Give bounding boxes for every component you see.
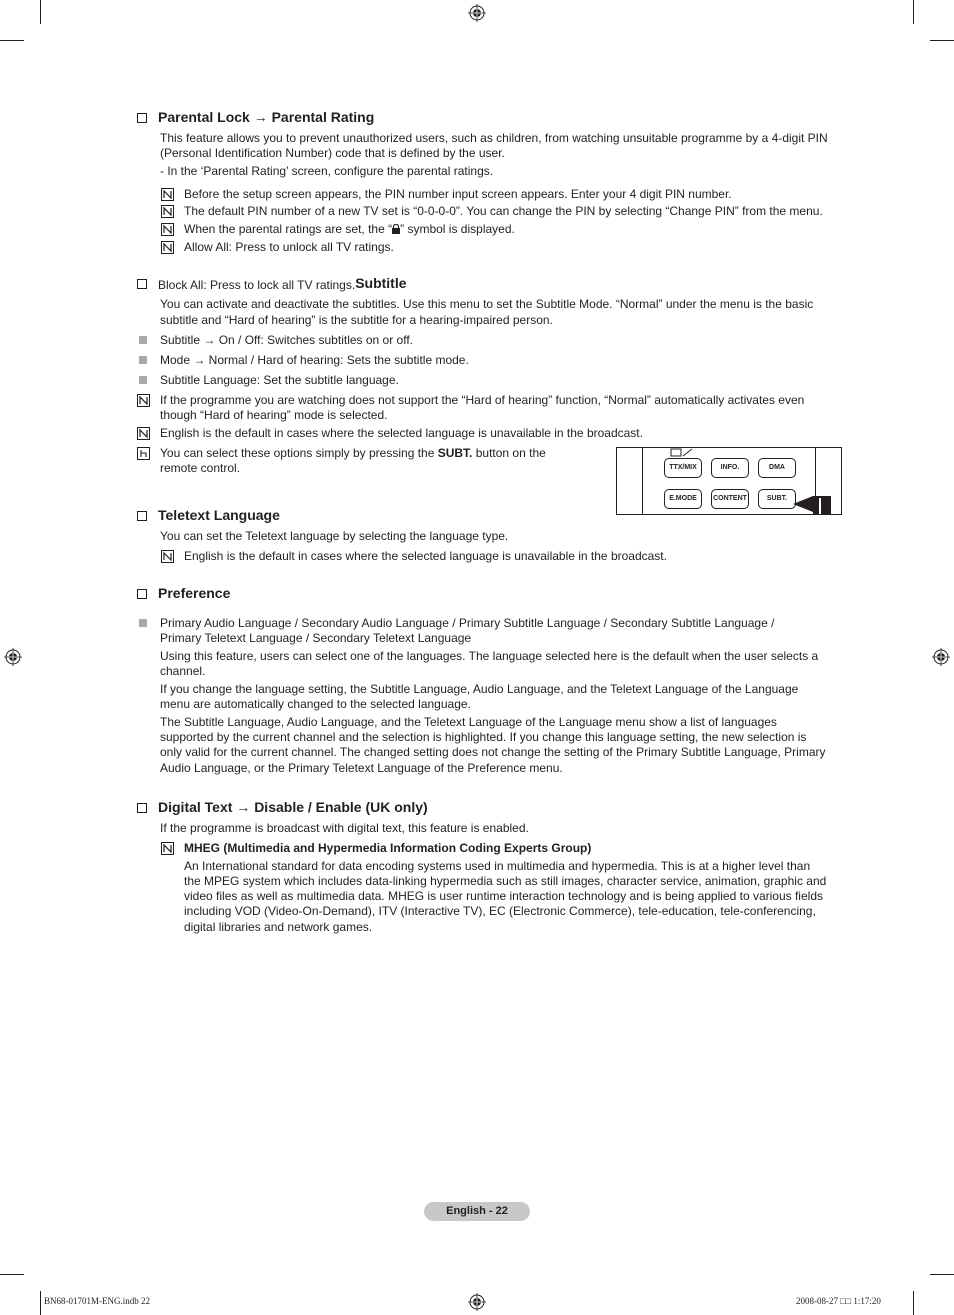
tip-text-part: button on the [472,446,546,460]
note-icon [161,550,174,563]
crop-mark [930,1274,954,1275]
body-text: You can set the Teletext language by selecting the language type. [160,529,509,543]
teletext-icon [670,448,694,458]
pointing-hand-icon [793,492,837,515]
note-text-part: When the parental ratings are set, the “ [184,222,393,236]
subt-button: SUBT. [758,489,796,509]
note-icon [161,842,174,855]
note-text: Allow All: Press to unlock all TV ratings. [184,240,394,254]
body-text: You can activate and deactivate the subtitles. Use this menu to set the Subtitle Mode. “Normal” under the menu is the basic [160,297,814,311]
body-text: the MPEG system which includes data-linking hypermedia such as still images, character service, animation, graphic and [184,874,827,888]
bullet-text: Subtitle → On / Off: Switches subtitles on or off. [160,333,414,347]
e-mode-button: E.MODE [664,489,702,509]
square-bullet-icon [139,356,147,364]
page-number-label: English - 22 [424,1202,530,1221]
body-text: If you change the language setting, the Subtitle Language, Audio Language, and the Teletext Language of the Language [160,682,799,696]
crop-mark [0,40,24,41]
section-heading-preference [137,585,230,602]
tip-text [160,446,546,461]
note-title: MHEG (Multimedia and Hypermedia Information Coding Experts Group) [184,841,592,855]
heading-text: Subtitle [355,275,407,291]
body-text: An International standard for data encoding systems used in multimedia and hypermedia. This is at a higher level than [184,859,811,873]
note-icon [137,394,150,407]
body-text: video files as well as multimedia data. MHEG is user runtime interaction technology and is being applied to various fields [184,889,823,903]
square-bullet-icon [139,376,147,384]
note-icon [161,205,174,218]
heading-text: Parental Lock → Parental Rating [158,109,375,125]
section-heading-teletext [137,507,280,524]
content-button: CONTENT [711,489,749,509]
checkbox-bullet-icon [137,279,147,289]
heading-text: Teletext Language [158,507,280,523]
note-text: The default PIN number of a new TV set is “0-0-0-0”. You can change the PIN by selecting “Change PIN” from the menu. [184,204,823,218]
crop-mark [0,1274,24,1275]
remote-body-edge [642,448,643,515]
note-icon [161,188,174,201]
body-text: subtitle and “Hard of hearing” is the subtitle for a hearing-impaired person. [160,313,553,327]
checkbox-bullet-icon [137,589,147,599]
body-text: including VOD (Video-On-Demand), ITV (Interactive TV), EC (Electronic Commerce), tele-education, tele-conferencing, [184,904,816,918]
note-icon [137,427,150,440]
lock-icon [392,224,400,234]
tip-text: remote control. [160,461,241,475]
body-text: Audio Language, or the Primary Teletext Language of the Preference menu. [160,761,563,775]
note-text: If the programme you are watching does not support the “Hard of hearing” function, “Normal” automatically activates even [160,393,805,407]
square-bullet-icon [139,619,147,627]
note-text-part: ” symbol is displayed. [400,222,515,236]
note-text: English is the default in cases where the selected language is unavailable in the broadcast. [160,426,643,440]
body-text: (Personal Identification Number) code that is defined by the user. [160,146,505,160]
crop-mark [930,40,954,41]
bullet-text: Primary Teletext Language / Secondary Teletext Language [160,631,472,645]
crop-mark [913,1291,914,1315]
section-heading-subtitle [137,275,407,292]
body-text: supported by the current channel and the selection is highlighted. If you change this language setting, the new selection is [160,730,807,744]
info-button: INFO. [711,458,749,478]
registration-mark-icon [468,4,486,22]
body-text: The Subtitle Language, Audio Language, and the Teletext Language of the Language menu show a list of languages [160,715,777,729]
remote-tip-icon [137,447,150,460]
note-icon [161,223,174,236]
section-heading-digital-text [137,799,428,816]
subt-button-name: SUBT. [437,446,473,460]
bullet-text: Mode → Normal / Hard of hearing: Sets the subtitle mode. [160,353,469,367]
body-text: channel. [160,664,206,678]
checkbox-bullet-icon [137,803,147,813]
footer-file-info: BN68-01701M-ENG.indb 22 [44,1296,150,1306]
heading-text: Digital Text → Disable / Enable (UK only) [158,799,428,815]
crop-mark [40,1291,41,1315]
note-icon [161,241,174,254]
block-all-text: Block All: Press to lock all TV ratings. [158,278,356,292]
checkbox-bullet-icon [137,113,147,123]
registration-mark-icon [468,1293,486,1311]
dash-item: - In the ‘Parental Rating’ screen, configure the parental ratings. [160,164,494,178]
bullet-text: Subtitle Language: Set the subtitle language. [160,373,399,387]
square-bullet-icon [139,336,147,344]
checkbox-bullet-icon [137,511,147,521]
note-text: English is the default in cases where the selected language is unavailable in the broadcast. [184,549,667,563]
note-text: Before the setup screen appears, the PIN number input screen appears. Enter your 4 digit PIN number. [184,187,732,201]
registration-mark-icon [932,648,950,666]
dma-button: DMA [758,458,796,478]
note-text: though “Hard of hearing” mode is selected. [160,408,388,422]
crop-mark [40,0,41,24]
body-text: only valid for the current channel. The changed setting does not change the setting of the Primary Subtitle Language, Primary [160,745,826,759]
footer-timestamp: 2008-08-27 □□ 1:17:20 [796,1296,881,1306]
body-text: Using this feature, users can select one of the languages. The language selected here is the default when the user selects a [160,649,819,663]
note-text [184,222,515,237]
section-heading-parental-lock [137,109,374,126]
body-text: digital libraries and network games. [184,920,373,934]
bullet-text: Primary Audio Language / Secondary Audio Language / Primary Subtitle Language / Secondary Subtitle Language / [160,616,775,630]
ttx-mix-button: TTX/MIX [664,458,702,478]
body-text: If the programme is broadcast with digital text, this feature is enabled. [160,821,529,835]
body-text: menu are automatically changed to the selected language. [160,697,471,711]
heading-text: Preference [158,585,231,601]
tip-text-part: You can select these options simply by pressing the [160,446,438,460]
remote-control-illustration [616,447,842,515]
body-text: This feature allows you to prevent unauthorized users, such as children, from watching unsuitable programme by a 4-digit PIN [160,131,828,145]
registration-mark-icon [4,648,22,666]
crop-mark [913,0,914,24]
